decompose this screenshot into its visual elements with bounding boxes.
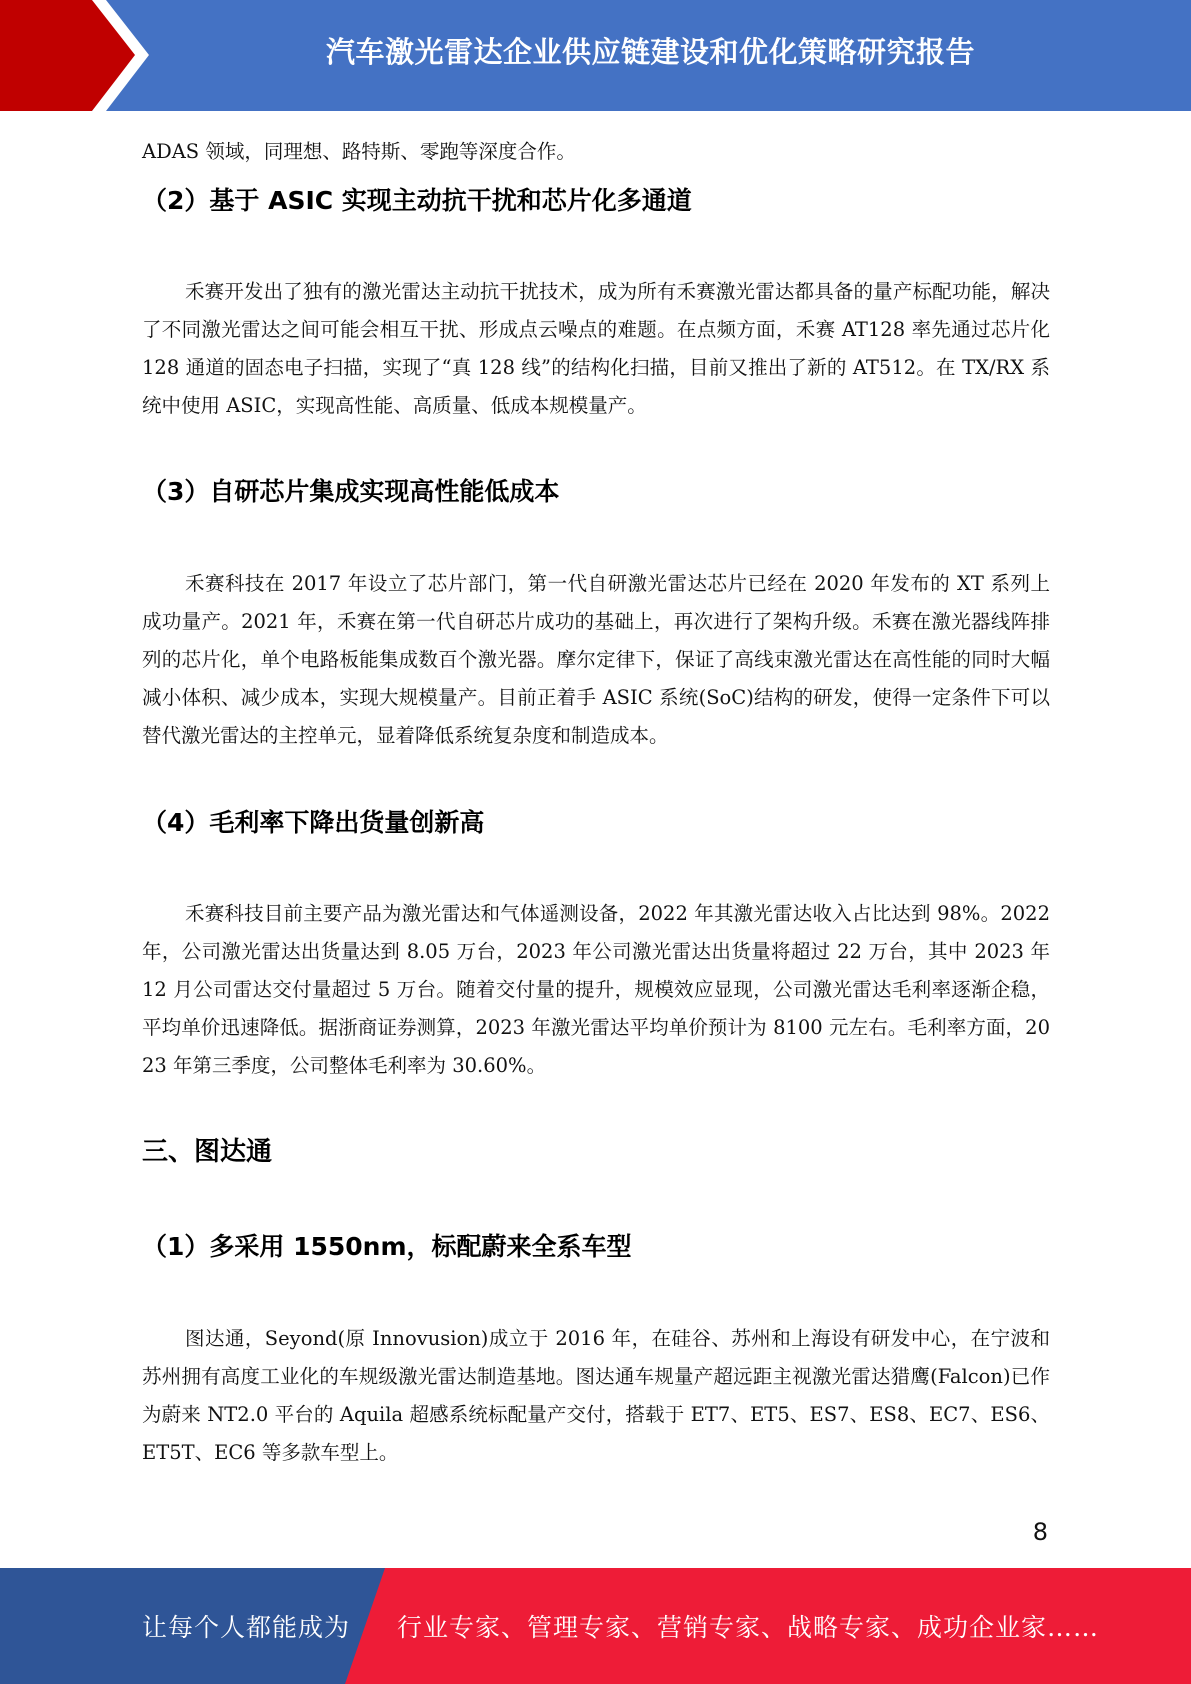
subheading-asic: （2）基于 ASIC 实现主动抗干扰和芯片化多通道 — [142, 186, 692, 215]
subheading-gross-margin: （4）毛利率下降出货量创新高 — [142, 808, 485, 837]
header-arrow-decoration — [0, 0, 160, 111]
subheading-self-developed-chip: （3）自研芯片集成实现高性能低成本 — [142, 477, 560, 506]
report-title: 汽车激光雷达企业供应链建设和优化策略研究报告 — [325, 34, 975, 69]
page-footer — [0, 1568, 1191, 1684]
section-title-seyond: 三、图达通 — [142, 1137, 273, 1167]
subheading-1550nm: （1）多采用 1550nm，标配蔚来全系车型 — [142, 1232, 632, 1261]
paragraph-seyond: 图达通，Seyond(原 Innovusion)成立于 2016 年，在硅谷、苏州和上海设有研发中心，在宁波和苏州拥有高度工业化的车规级激光雷达制造基地。图达通车规量产超远距主视激光雷达猎鹰(Falcon)已作为蔚来 NT2.0 平台的 Aquila 超感系统标配量产交付，搭载于 ET7、ET5、ES7、ES8、EC7、ES6、ET5T、EC6 等多款车型上。 — [142, 1327, 1050, 1464]
paragraph-anti-interference: 禾赛开发出了独有的激光雷达主动抗干扰技术，成为所有禾赛激光雷达都具备的量产标配功能，解决了不同激光雷达之间可能会相互干扰、形成点云噪点的难题。在点频方面，禾赛 AT128 率先通过芯片化 128 通道的固态电子扫描，实现了“真 128 线”的结构化扫描，目前又推出了新的 AT512。在 TX/RX 系统中使用 ASIC，实现高性能、高质量、低成本规模量产。 — [142, 280, 1050, 417]
footer-slogan-left: 让每个人都能成为 — [142, 1613, 351, 1642]
paragraph-shipments: 禾赛科技目前主要产品为激光雷达和气体遥测设备，2022 年其激光雷达收入占比达到 98%。2022 年，公司激光雷达出货量达到 8.05 万台，2023 年公司激光雷达出货量将超过 22 万台，其中 2023 年 12 月公司雷达交付量超过 5 万台。随着交付量的提升，规模效应显现，公司激光雷达毛利率逐渐企稳，平均单价迅速降低。据浙商证券测算，2023 年激光雷达平均单价预计为 8100 元左右。毛利率方面，2023 年第三季度，公司整体毛利率为 30.60%。 — [142, 902, 1050, 1077]
continuation-line: ADAS 领域，同理想、路特斯、零跑等深度合作。 — [142, 140, 576, 163]
page-header — [0, 0, 1191, 111]
page-number: 8 — [1032, 1518, 1048, 1546]
paragraph-chip-integration: 禾赛科技在 2017 年设立了芯片部门，第一代自研激光雷达芯片已经在 2020 年发布的 XT 系列上成功量产。2021 年，禾赛在第一代自研芯片成功的基础上，再次进行了架构升级。禾赛在激光器线阵排列的芯片化，单个电路板能集成数百个激光器。摩尔定律下，保证了高线束激光雷达在高性能的同时大幅减小体积、减少成本，实现大规模量产。目前正着手 ASIC 系统(SoC)结构的研发，使得一定条件下可以替代激光雷达的主控单元，显着降低系统复杂度和制造成本。 — [142, 572, 1050, 747]
footer-slogan-right: 行业专家、管理专家、营销专家、战略专家、成功企业家…… — [397, 1613, 1100, 1642]
